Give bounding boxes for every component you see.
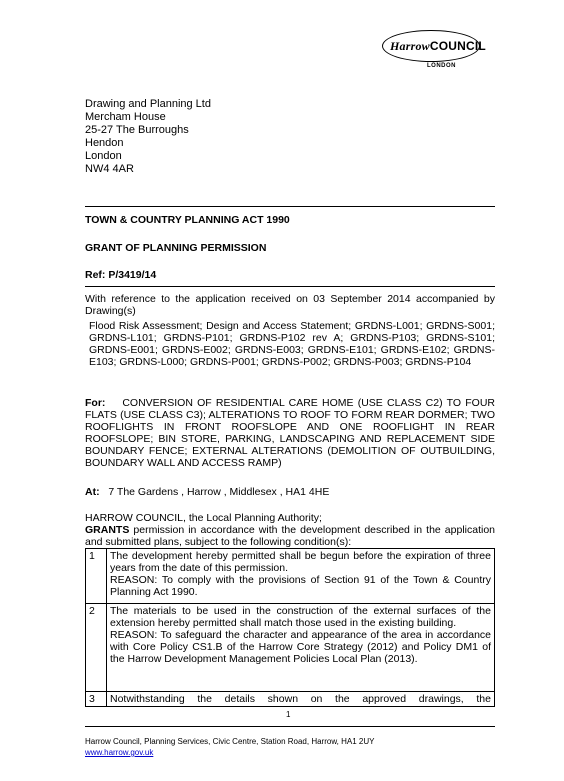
footer — [85, 736, 374, 758]
divider — [85, 206, 495, 207]
condition-number: 1 — [86, 549, 107, 604]
at-text: 7 The Gardens , Harrow , Middlesex , HA1 4HE — [108, 486, 330, 498]
condition-number: 3 — [86, 692, 107, 707]
authority-line: HARROW COUNCIL, the Local Planning Authority; — [85, 512, 322, 524]
drawings-list: Flood Risk Assessment; Design and Access Statement; GRDNS-L001; GRDNS-S001; GRDNS-L101; GRDNS-P101; GRDNS-P102 rev A; GRDNS-P103; GRDNS-S101; GRDNS-E001; GRDNS-E002; GRDNS-E003; GRDNS-E101; GRDNS-E102; GRDNS-E103; GRDNS-L000; GRDNS-P001; GRDNS-P002; GRDNS-P003; GRDNS-P104 — [89, 320, 495, 368]
condition-row — [86, 604, 495, 692]
condition-line: The development hereby permitted shall be begun before the expiration of three years from the date of this permission. — [110, 550, 491, 574]
address-line: Drawing and Planning Ltd — [85, 98, 211, 110]
address-line: NW4 4AR — [85, 163, 134, 175]
grants-label: GRANTS — [85, 524, 130, 536]
logo-brand-italic: Harrow — [390, 39, 430, 53]
condition-line: REASON: To comply with the provisions of Section 91 of the Town & Country Planning Act 1990. — [110, 574, 491, 598]
address-line: 25-27 The Burroughs — [85, 124, 189, 136]
grants-paragraph — [85, 524, 495, 548]
for-text: CONVERSION OF RESIDENTIAL CARE HOME (USE CLASS C2) TO FOUR FLATS (USE CLASS C3); ALTERATIONS TO ROOF TO FORM REAR DORMER; TWO ROOFLIGHTS IN FRONT ROOFSLOPE AND ONE ROOFLIGHT IN REAR ROOFSLOPE; BIN STORE, PARKING, LANDSCAPING AND REPLACEMENT SIDE BOUNDARY FENCE; EXTERNAL ALTERATIONS (DEMOLITION OF OUTBUILDING, BOUNDARY WALL AND ACCESS RAMP) — [85, 397, 495, 469]
address-line: Mercham House — [85, 111, 166, 123]
grant-title: GRANT OF PLANNING PERMISSION — [85, 242, 267, 254]
condition-line: The materials to be used in the construction of the external surfaces of the extension hereby permitted shall match those used in the existing building. — [110, 605, 491, 629]
condition-text — [107, 604, 495, 692]
condition-row — [86, 692, 495, 707]
footer-divider — [85, 726, 495, 727]
conditions-table — [85, 548, 495, 707]
site-address — [85, 486, 495, 498]
act-title: TOWN & COUNTRY PLANNING ACT 1990 — [85, 214, 290, 226]
recipient-address — [85, 98, 211, 176]
for-label: For: — [85, 397, 106, 409]
logo-subtitle: LONDON — [427, 63, 456, 69]
grants-text: permission in accordance with the development described in the application and submitted plans, subject to the following condition(s): — [85, 524, 496, 548]
condition-line: REASON: To safeguard the character and appearance of the area in accordance with Core Policy CS1.B of the Harrow Core Strategy (2012) and Policy DM1 of the Harrow Development Management Policies Local Plan (2013). — [110, 629, 491, 665]
condition-line: Notwithstanding the details shown on the approved drawings, the — [110, 693, 491, 705]
logo-wordmark — [390, 39, 486, 54]
condition-number: 2 — [86, 604, 107, 692]
reference-number: Ref: P/3419/14 — [85, 269, 157, 281]
divider — [85, 286, 495, 287]
address-line: Hendon — [85, 137, 124, 149]
at-label: At: — [85, 486, 100, 498]
condition-row — [86, 549, 495, 604]
harrow-council-logo — [382, 30, 486, 74]
page-number: 1 — [286, 710, 291, 719]
footer-website-link[interactable]: www.harrow.gov.uk — [85, 748, 154, 757]
condition-text — [107, 692, 495, 707]
proposal-description — [85, 397, 495, 469]
reference-paragraph: With reference to the application received on 03 September 2014 accompanied by Drawing(s) — [85, 293, 495, 317]
address-line: London — [85, 150, 122, 162]
footer-address: Harrow Council, Planning Services, Civic Centre, Station Road, Harrow, HA1 2UY — [85, 737, 375, 746]
logo-brand-bold: COUNCIL — [429, 39, 486, 53]
condition-text — [107, 549, 495, 604]
